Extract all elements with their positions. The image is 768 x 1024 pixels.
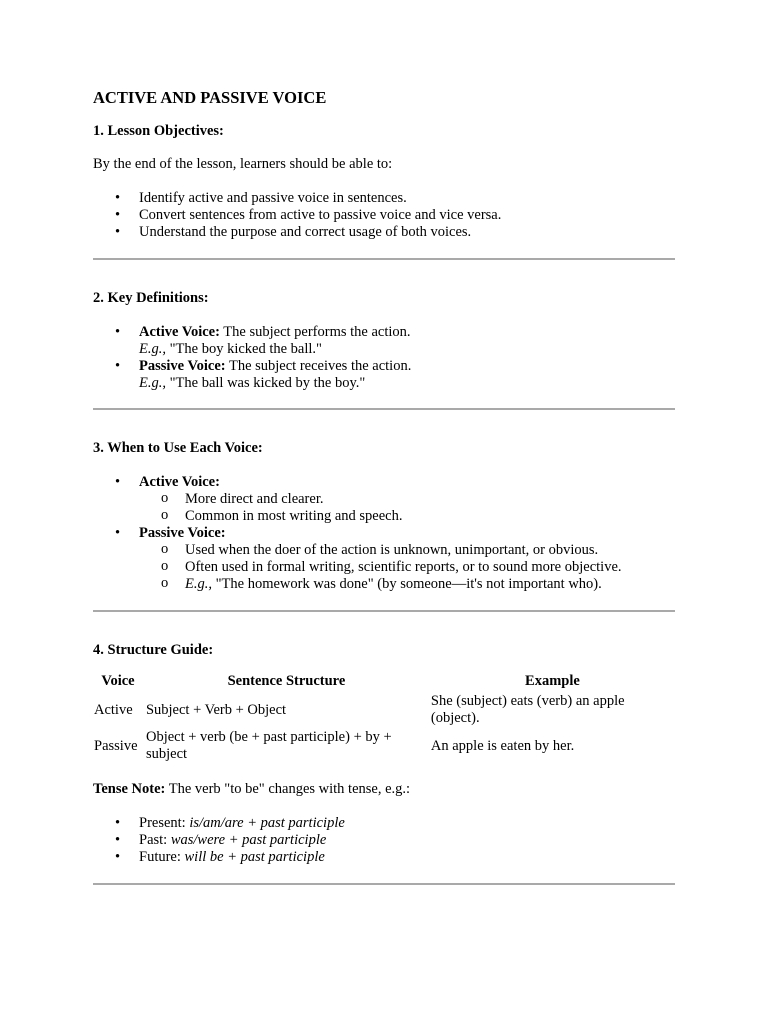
usage-active [93, 474, 675, 525]
list-item: o Used when the doer of the action is unknown, unimportant, or obvious. [139, 542, 675, 559]
section-heading-structure: 4. Structure Guide: [93, 642, 214, 658]
table-row [93, 729, 675, 763]
table-cell: Subject + Verb + Object [145, 701, 287, 718]
table-cell: An apple is eaten by her. [430, 737, 575, 754]
page-title: ACTIVE AND PASSIVE VOICE [93, 88, 327, 107]
eg-label: E.g., [139, 375, 166, 391]
tense-note-label: Tense Note: [93, 781, 166, 797]
column-header-structure: Sentence Structure [227, 672, 346, 689]
definition-term: Passive Voice: [139, 358, 226, 374]
table-header-row [93, 671, 675, 691]
definitions-list [93, 324, 675, 392]
table-cell: Passive [94, 737, 138, 754]
tense-note [93, 781, 675, 798]
example-text: "The homework was done" (by someone—it's not important who). [211, 576, 602, 592]
eg-label: E.g., [185, 576, 212, 592]
column-header-example: Example [525, 672, 580, 689]
usage-passive-points [139, 542, 675, 593]
table-cell: Active [94, 701, 133, 718]
list-item: • Understand the purpose and correct usage of both voices. [93, 224, 675, 241]
table-row [93, 693, 675, 727]
tense-form: was/were + past participle [170, 832, 327, 848]
list-item [93, 815, 675, 832]
list-item [93, 832, 675, 849]
section-heading-objectives: 1. Lesson Objectives: [93, 123, 224, 139]
example-text: "The ball was kicked by the boy." [165, 375, 366, 391]
table-cell: She (subject) eats (verb) an apple (object). [430, 693, 625, 726]
objectives-intro: By the end of the lesson, learners should be able to: [93, 156, 393, 172]
definition-text: The subject performs the action. [219, 324, 411, 340]
tense-list [93, 815, 675, 866]
objectives-list [93, 190, 675, 241]
list-item: o Common in most writing and speech. [139, 508, 675, 525]
usage-label: Passive Voice: [139, 525, 226, 541]
tense-label: Future: [139, 849, 185, 865]
tense-form: is/am/are + past participle [189, 815, 345, 831]
table-cell: Object + verb (be + past participle) + by + subject [145, 729, 392, 762]
usage-list [93, 474, 675, 593]
definition-term: Active Voice: [139, 324, 220, 340]
list-item: • Convert sentences from active to passive voice and vice versa. [93, 207, 675, 224]
definition-text: The subject receives the action. [225, 358, 412, 374]
list-item: o More direct and clearer. [139, 491, 675, 508]
definition-passive [93, 358, 675, 392]
tense-note-text: The verb "to be" changes with tense, e.g.: [165, 781, 411, 797]
section-heading-usage: 3. When to Use Each Voice: [93, 440, 263, 456]
structure-table [91, 669, 677, 765]
tense-form: will be + past participle [184, 849, 325, 865]
document-page [93, 88, 675, 885]
usage-label: Active Voice: [139, 474, 220, 490]
list-item [139, 576, 675, 593]
list-item [93, 849, 675, 866]
usage-active-points [139, 491, 675, 525]
section-divider [93, 883, 675, 885]
usage-passive [93, 525, 675, 593]
tense-label: Present: [139, 815, 190, 831]
definition-active [93, 324, 675, 358]
column-header-voice: Voice [101, 672, 135, 689]
list-item: • Identify active and passive voice in sentences. [93, 190, 675, 207]
list-item: o Often used in formal writing, scientific reports, or to sound more objective. [139, 559, 675, 576]
tense-label: Past: [139, 832, 171, 848]
eg-label: E.g., [139, 341, 166, 357]
section-heading-definitions: 2. Key Definitions: [93, 290, 209, 306]
example-text: "The boy kicked the ball." [165, 341, 322, 357]
